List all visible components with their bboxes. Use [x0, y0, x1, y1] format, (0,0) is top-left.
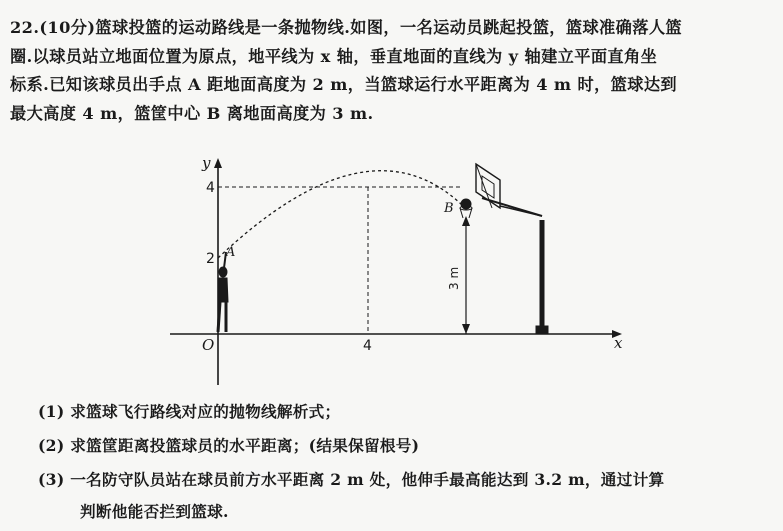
basketball-diagram	[170, 150, 630, 388]
basketball-hoop	[476, 164, 548, 334]
y-tick-2-label: 2	[206, 251, 215, 267]
parabola-trajectory	[218, 171, 462, 258]
basketball-ball	[461, 199, 472, 210]
y-tick-4-label: 4	[206, 180, 215, 196]
problem-statement	[10, 14, 775, 128]
x-axis-label: x	[614, 334, 623, 352]
question-3: (3) 一名防守队员站在球员前方水平距离 2 m 处，他伸手最高能达到 3.2 m，通过计算	[38, 470, 665, 489]
origin-label: O	[202, 336, 215, 354]
question-1: (1) 求篮球飞行路线对应的抛物线解析式；	[38, 402, 341, 421]
problem-line-4: 最大高度 4 m，篮筐中心 B 离地面高度为 3 m.	[10, 103, 374, 123]
y-axis-arrow	[214, 158, 222, 168]
hoop-height-arrow-bottom	[462, 324, 470, 334]
problem-line-2: 圈.以球员站立地面位置为原点，地平线为 x 轴，垂直地面的直线为 y 轴建立平面直角坐	[10, 46, 658, 66]
player-figure	[218, 252, 228, 332]
x-tick-4-label: 4	[363, 338, 372, 354]
y-axis-label: y	[202, 154, 211, 172]
point-a-label: A	[226, 245, 236, 260]
point-b-label: B	[444, 201, 454, 216]
problem-line-1: 22.(10分)篮球投篮的运动路线是一条抛物线.如图，一名运动员跳起投篮，篮球准确落人篮	[10, 18, 682, 37]
question-2: (2) 求篮筐距离投篮球员的水平距离；(结果保留根号)	[38, 436, 420, 455]
question-3-continued: 判断他能否拦到篮球.	[80, 502, 229, 521]
problem-line-3: 标系.已知该球员出手点 A 距地面高度为 2 m，当篮球运行水平距离为 4 m 时，篮球达到	[10, 75, 678, 94]
hoop-height-label: 3 m	[447, 266, 461, 290]
